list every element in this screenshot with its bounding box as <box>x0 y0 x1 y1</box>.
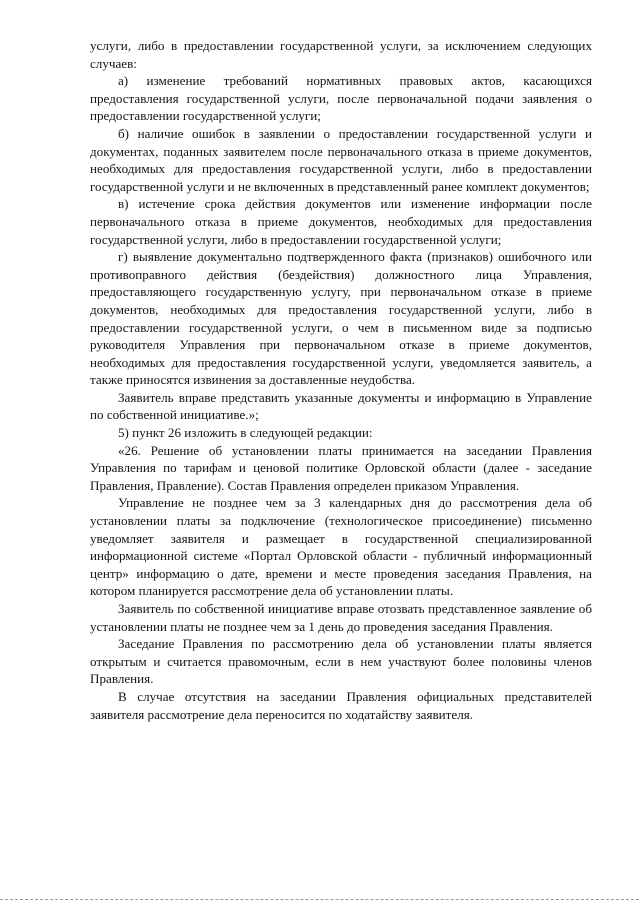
paragraph-item-a: а) изменение требований нормативных правовых актов, касающихся предоставления государственной услуги, после первоначальной подачи заявления о предоставлении государственной услуги; <box>90 73 592 124</box>
paragraph-notification: Управление не позднее чем за 3 календарных дня до рассмотрения дела об установлении платы за подключение (технологическое присоединение) письменно уведомляет заявителя и размещает в государственной специализированной информационной системе «Портал Орловской области - публичный информационный центр» информацию о дате, времени и месте проведения заседания Правления, на котором планируется рассмотрение дела об установлении платы. <box>90 495 592 599</box>
paragraph-meeting-quorum: Заседание Правления по рассмотрению дела об установлении платы является открытым и считается правомочным, если в нем участвуют более половины членов Правления. <box>90 636 592 687</box>
paragraph-item-g: г) выявление документально подтвержденного факта (признаков) ошибочного или противоправного действия (бездействия) должностного лица Управления, предоставляющего государственную услугу, при первоначальном отказе в приеме документов, необходимых для предоставления государственной услуги, либо в предоставлении государственной услуги, о чем в письменном виде за подписью руководителя Управления при первоначальном отказе в приеме документов, необходимых для предоставления государственной услуги, уведомляется заявитель, а также приносятся извинения за доставленные неудобства. <box>90 249 592 388</box>
paragraph-item-5: 5) пункт 26 изложить в следующей редакции: <box>118 425 373 441</box>
paragraph-clause-26: «26. Решение об установлении платы принимается на заседании Правления Управления по тарифам и ценовой политике Орловской области (далее - заседание Правления, Правление). Состав Правления определен приказом Управления. <box>90 442 592 493</box>
paragraph-continuation: услуги, либо в предоставлении государственной услуги, за исключением следующих случаев: <box>90 38 592 71</box>
paragraph-item-b: б) наличие ошибок в заявлении о предоставлении государственной услуги и документах, поданных заявителем после первоначального отказа в приеме документов, необходимых для предоставления государственной услуги, либо в предоставлении государственной услуги и не включенных в представленный ранее комплект документов; <box>90 125 592 194</box>
document-body <box>90 37 592 723</box>
paragraph-item-v: в) истечение срока действия документов или изменение информации после первоначального отказа в приеме документов, необходимых для предоставления государственной услуги, либо в предоставлении государственной услуги; <box>90 196 592 247</box>
page-bottom-divider <box>0 899 639 900</box>
paragraph-applicant-right: Заявитель вправе представить указанные документы и информацию в Управление по собственной инициативе.»; <box>90 389 592 423</box>
paragraph-withdrawal: Заявитель по собственной инициативе вправе отозвать представленное заявление об установлении платы не позднее чем за 1 день до проведения заседания Правления. <box>90 601 592 634</box>
paragraph-postponement: В случае отсутствия на заседании Правления официальных представителей заявителя рассмотрение дела переносится по ходатайству заявителя. <box>90 688 592 722</box>
